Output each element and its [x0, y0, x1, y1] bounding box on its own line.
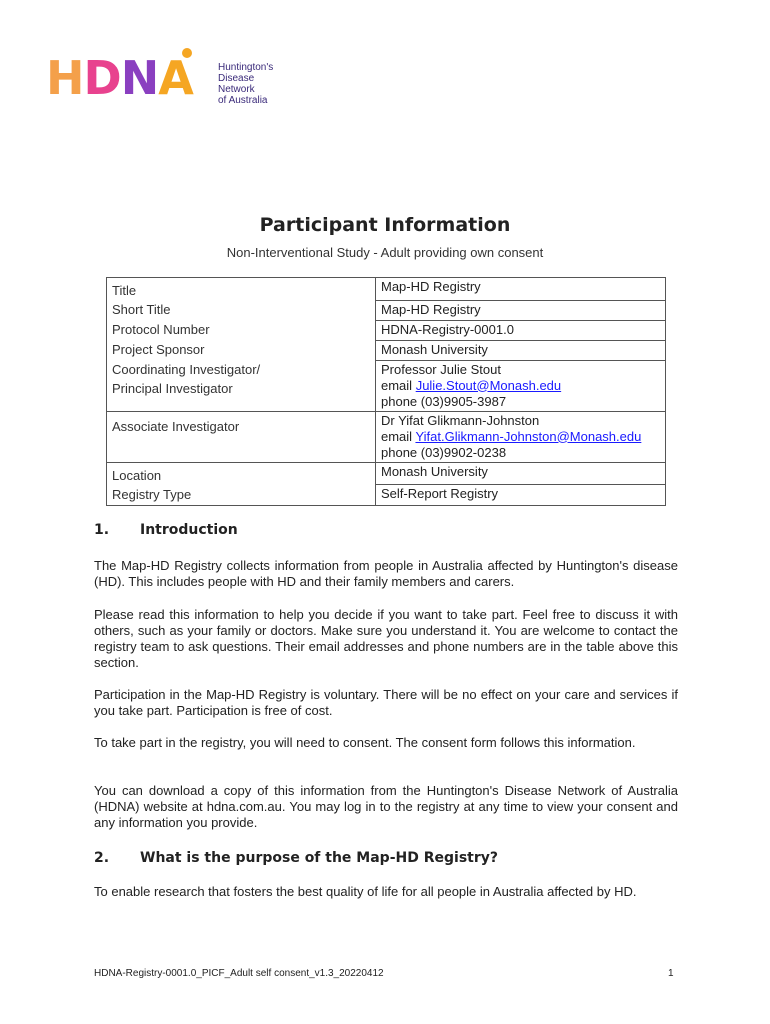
page-subtitle: Non-Interventional Study - Adult providing own consent — [226, 245, 544, 260]
coord-label-line-2: Principal Investigator — [112, 381, 233, 396]
section-number: 1. — [94, 522, 110, 538]
coord-email-link[interactable]: Julie.Stout@Monash.edu — [415, 377, 562, 393]
table-row — [107, 340, 666, 360]
type-value: Self-Report Registry — [376, 485, 666, 506]
logo-tagline-line: Huntington's — [218, 62, 274, 73]
title-label: Title — [112, 283, 137, 298]
protocol-label: Protocol Number — [112, 322, 210, 337]
table-row — [107, 300, 666, 320]
short-title-label: Short Title — [112, 302, 171, 317]
paragraph: Participation in the Map-HD Registry is voluntary. There will be no effect on your care and services if you take part. Participation is free of cost. — [94, 687, 678, 718]
logo-tagline-line: Network — [218, 84, 255, 95]
paragraph: To take part in the registry, you will need to consent. The consent form follows this information. — [94, 735, 636, 750]
protocol-value: HDNA-Registry-0001.0 — [376, 320, 666, 340]
table-row — [107, 485, 666, 506]
paragraph: The Map-HD Registry collects information from people in Australia affected by Huntington's disease (HD). This includes people with HD and their family members and carers. — [94, 558, 678, 589]
table-row — [107, 360, 666, 411]
short-title-value: Map-HD Registry — [376, 300, 666, 320]
table-row — [107, 462, 666, 485]
sponsor-value: Monash University — [376, 340, 666, 360]
email-prefix: email — [381, 377, 416, 393]
row-label — [107, 320, 376, 340]
coord-name: Professor Julie Stout — [381, 361, 501, 377]
footer-page-number: 1 — [668, 968, 674, 979]
logo-tagline-line: of Australia — [218, 95, 268, 106]
row-label — [107, 340, 376, 360]
location-value: Monash University — [376, 462, 666, 485]
row-label — [107, 485, 376, 506]
assoc-email-line — [381, 429, 660, 445]
table-row — [107, 411, 666, 462]
section-number: 2. — [94, 850, 110, 866]
row-label — [107, 462, 376, 485]
logo-letter-a: A — [158, 51, 193, 105]
footer-document-id: HDNA-Registry-0001.0_PICF_Adult self consent_v1.3_20220412 — [94, 968, 384, 979]
section-title: What is the purpose of the Map-HD Registry? — [140, 850, 498, 866]
page-title: Participant Information — [259, 214, 511, 236]
logo-letter-n: N — [120, 51, 159, 105]
row-label — [107, 360, 376, 411]
title-value: Map-HD Registry — [376, 278, 666, 301]
logo-letter-d: D — [83, 51, 121, 105]
type-label: Registry Type — [112, 486, 192, 502]
section-heading-introduction — [94, 522, 238, 538]
logo-tagline — [218, 62, 273, 106]
paragraph: Please read this information to help you decide if you want to take part. Feel free to discuss it with others, such as your family or doctors. Make sure you understand it. You are welcome to contact the registry team to ask questions. Their email addresses and phone numbers are in the table above this section. — [94, 607, 678, 670]
coord-phone: phone (03)9905-3987 — [381, 393, 507, 409]
coord-email-line — [381, 378, 660, 394]
row-label — [107, 278, 376, 301]
assoc-email-link[interactable]: Yifat.Glikmann-Johnston@Monash.edu — [415, 428, 642, 444]
assoc-phone: phone (03)9902-0238 — [381, 444, 507, 460]
table-row — [107, 278, 666, 301]
logo-letter-h: H — [46, 51, 84, 105]
coord-value — [376, 360, 666, 411]
assoc-value — [376, 411, 666, 462]
row-label — [107, 300, 376, 320]
assoc-label: Associate Investigator — [112, 418, 240, 434]
location-label: Location — [112, 467, 162, 483]
email-prefix: email — [381, 428, 416, 444]
table-row — [107, 320, 666, 340]
logo-tagline-line: Disease — [218, 73, 255, 84]
assoc-name: Dr Yifat Glikmann-Johnston — [381, 412, 540, 428]
paragraph: To enable research that fosters the best quality of life for all people in Australia affected by HD. — [94, 884, 637, 899]
hdna-logo — [46, 46, 286, 108]
section-title: Introduction — [140, 522, 238, 538]
section-heading-purpose — [94, 850, 498, 866]
sponsor-label: Project Sponsor — [112, 342, 205, 357]
study-info-table — [106, 277, 666, 506]
row-label — [107, 411, 376, 462]
coord-label-line-1: Coordinating Investigator/ — [112, 362, 261, 377]
paragraph: You can download a copy of this information from the Huntington's Disease Network of Australia (HDNA) website at hdna.com.au. You may log in to the registry at any time to view your consent and any information you provide. — [94, 783, 678, 830]
logo-wordmark — [46, 50, 193, 106]
